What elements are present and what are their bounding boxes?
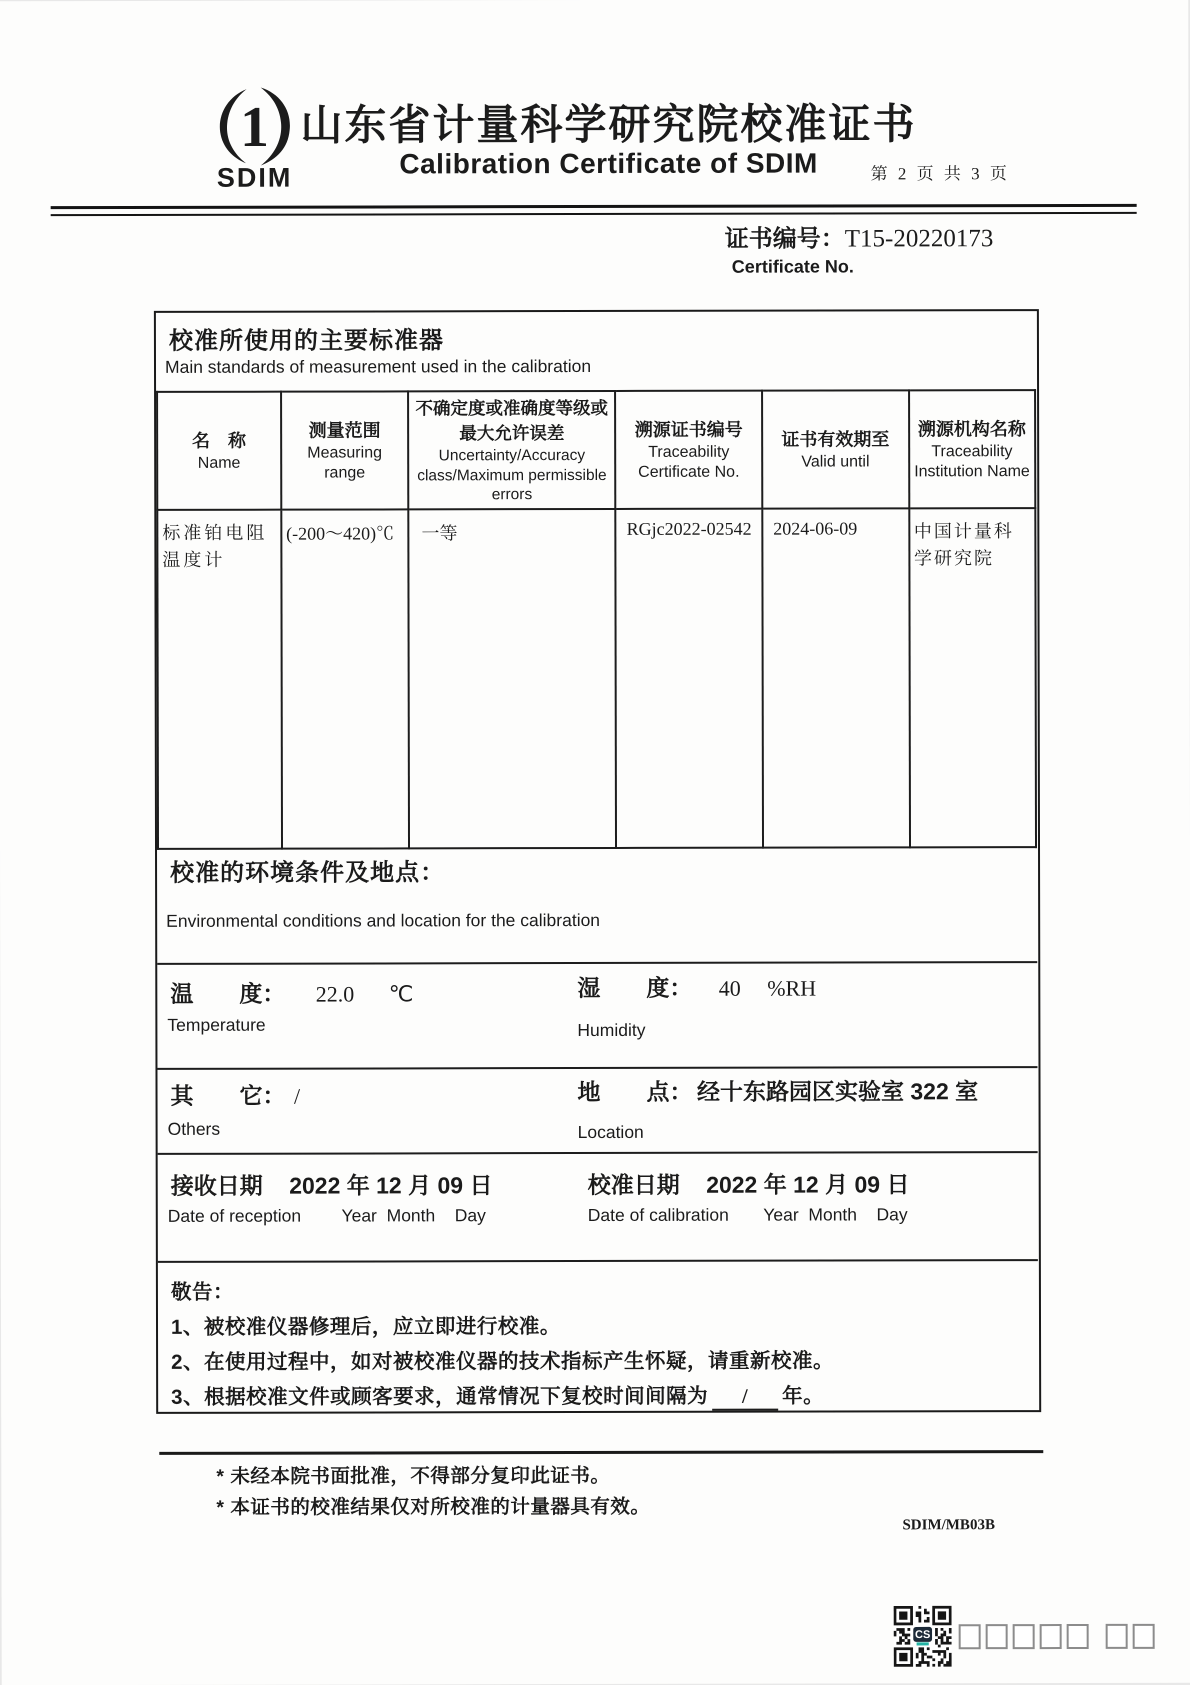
col-header-range-en: Measuring range	[286, 443, 403, 483]
cell-institution: 中国计量科学研究院	[909, 508, 1036, 847]
humidity-label-en: Humidity	[577, 1020, 645, 1041]
footer-rule	[159, 1450, 1043, 1454]
standards-table-header-row	[157, 390, 1035, 510]
col-header-valid-until-en: Valid until	[767, 452, 904, 472]
reception-date-value: 2022 年 12 月 09 日	[289, 1172, 492, 1198]
calibration-date-label-en: Date of calibration	[588, 1205, 729, 1225]
temperature-value: 22.0	[316, 982, 355, 1007]
humidity-row	[577, 970, 816, 1004]
env-section-title-en: Environmental conditions and location for the calibration	[166, 910, 600, 932]
cell-valid-until: 2024-06-09	[762, 508, 909, 847]
humidity-value: 40	[719, 976, 741, 1001]
col-header-valid-until	[762, 390, 909, 508]
header-rule	[51, 204, 1137, 216]
camscanner-badge-text: CS	[915, 1629, 930, 1641]
footnote-2: * 本证书的校准结果仅对所校准的计量器具有效。	[216, 1491, 650, 1520]
location-value: 经十东路园区实验室 322 室	[697, 1078, 978, 1105]
others-label: 其 它：	[171, 1083, 286, 1109]
env-divider-2	[157, 1066, 1037, 1070]
watermark-box	[1106, 1624, 1128, 1649]
reception-date-label-en: Date of reception	[168, 1206, 301, 1226]
notice-item-3-suffix: 年。	[782, 1385, 824, 1408]
col-header-name	[157, 392, 281, 510]
col-header-uncertainty-zh: 不确定度或准确度等级或最大允许误差	[413, 396, 610, 447]
certificate-number-value: T15-20220173	[845, 225, 994, 252]
humidity-label: 湿 度：	[577, 975, 692, 1001]
col-header-institution-en: Traceability Institution Name	[914, 442, 1031, 482]
sdim-logo-mark-icon	[215, 87, 293, 169]
col-header-name-en: Name	[162, 454, 276, 474]
col-header-uncertainty	[408, 391, 615, 509]
col-header-range	[281, 391, 409, 509]
scanner-watermark-boxes	[959, 1624, 1160, 1649]
others-row	[170, 1078, 300, 1111]
watermark-box	[1013, 1624, 1035, 1649]
footnote-1: * 未经本院书面批准，不得部分复印此证书。	[216, 1460, 610, 1489]
notice-item-1: 1、被校准仪器修理后，应立即进行校准。	[171, 1309, 561, 1340]
col-header-range-zh: 测量范围	[286, 417, 403, 443]
sdim-logo-text: SDIM	[195, 163, 315, 194]
watermark-box	[959, 1624, 981, 1649]
humidity-unit: %RH	[767, 976, 816, 1001]
notice-item-2: 2、在使用过程中，如对被校准仪器的技术指标产生怀疑，请重新校准。	[171, 1344, 834, 1375]
temperature-unit: ℃	[389, 981, 414, 1006]
watermark-box	[986, 1624, 1008, 1649]
col-header-uncertainty-en: Uncertainty/Accuracy class/Maximum permissible errors	[413, 446, 610, 505]
location-label-en: Location	[578, 1122, 644, 1143]
calibration-date-row	[588, 1166, 910, 1200]
certificate-body-box	[154, 309, 1041, 1414]
reception-date-en-row	[168, 1205, 486, 1227]
env-divider-1	[157, 961, 1037, 965]
col-header-institution-zh: 溯源机构名称	[914, 416, 1031, 442]
page-title-zh: 山东省计量科学研究院校准证书	[293, 91, 923, 152]
standards-table-data-row	[157, 508, 1036, 849]
col-header-name-zh: 名 称	[162, 428, 276, 454]
notice-item-3	[171, 1379, 824, 1412]
col-header-institution	[909, 390, 1036, 508]
reception-date-label: 接收日期	[171, 1173, 263, 1199]
col-header-valid-until-zh: 证书有效期至	[767, 426, 904, 452]
watermark-box	[1067, 1624, 1089, 1649]
cell-traceability-cert-no: RGjc2022-02542	[616, 509, 763, 848]
page-number: 第 2 页 共 3 页	[871, 159, 1010, 184]
certificate-number-label-en: Certificate No.	[732, 256, 854, 277]
temperature-row	[170, 975, 413, 1009]
watermark-box	[1040, 1624, 1062, 1649]
temperature-label-en: Temperature	[167, 1015, 265, 1036]
col-header-traceability-cert-zh: 溯源证书编号	[620, 417, 757, 443]
col-header-traceability-cert	[615, 391, 762, 509]
svg-text:1: 1	[240, 96, 269, 159]
watermark-box	[1133, 1624, 1155, 1649]
cell-measuring-range: (-200～420)℃	[281, 509, 409, 848]
calibration-date-units-en: Year Month Day	[763, 1204, 907, 1224]
env-divider-3	[158, 1151, 1038, 1155]
standards-section-title-zh: 校准所使用的主要标准器	[169, 320, 444, 356]
env-section-title-zh: 校准的环境条件及地点：	[170, 852, 445, 888]
reception-date-units-en: Year Month Day	[341, 1205, 485, 1225]
notice-title: 敬告：	[171, 1275, 234, 1305]
standards-section-title-en: Main standards of measurement used in the calibration	[165, 356, 591, 378]
calibration-date-en-row	[588, 1204, 908, 1226]
camscanner-qr-icon	[894, 1605, 952, 1672]
location-row	[577, 1073, 978, 1107]
notice-item-3-blank: /	[712, 1386, 778, 1411]
reception-date-row	[171, 1167, 493, 1201]
standards-table	[156, 389, 1037, 850]
document-code: SDIM/MB03B	[902, 1517, 995, 1534]
cell-standard-name: 标准铂电阻温度计	[157, 510, 282, 849]
notice-divider	[158, 1259, 1038, 1263]
cell-accuracy-class: 一等	[408, 509, 616, 848]
calibration-date-label: 校准日期	[588, 1172, 680, 1198]
temperature-label: 温 度：	[170, 981, 285, 1007]
calibration-date-value: 2022 年 12 月 09 日	[706, 1171, 909, 1197]
col-header-traceability-cert-en: Traceability Certificate No.	[620, 443, 757, 483]
others-label-en: Others	[168, 1119, 221, 1140]
location-label: 地 点：	[577, 1079, 692, 1105]
certificate-number-label: 证书编号：	[725, 225, 845, 252]
certificate-number-line	[725, 218, 994, 254]
notice-item-3-text: 3、根据校准文件或顾客要求，通常情况下复校时间间隔为	[171, 1385, 708, 1409]
page-title-en: Calibration Certificate of SDIM	[294, 147, 924, 180]
others-value: /	[294, 1084, 300, 1109]
